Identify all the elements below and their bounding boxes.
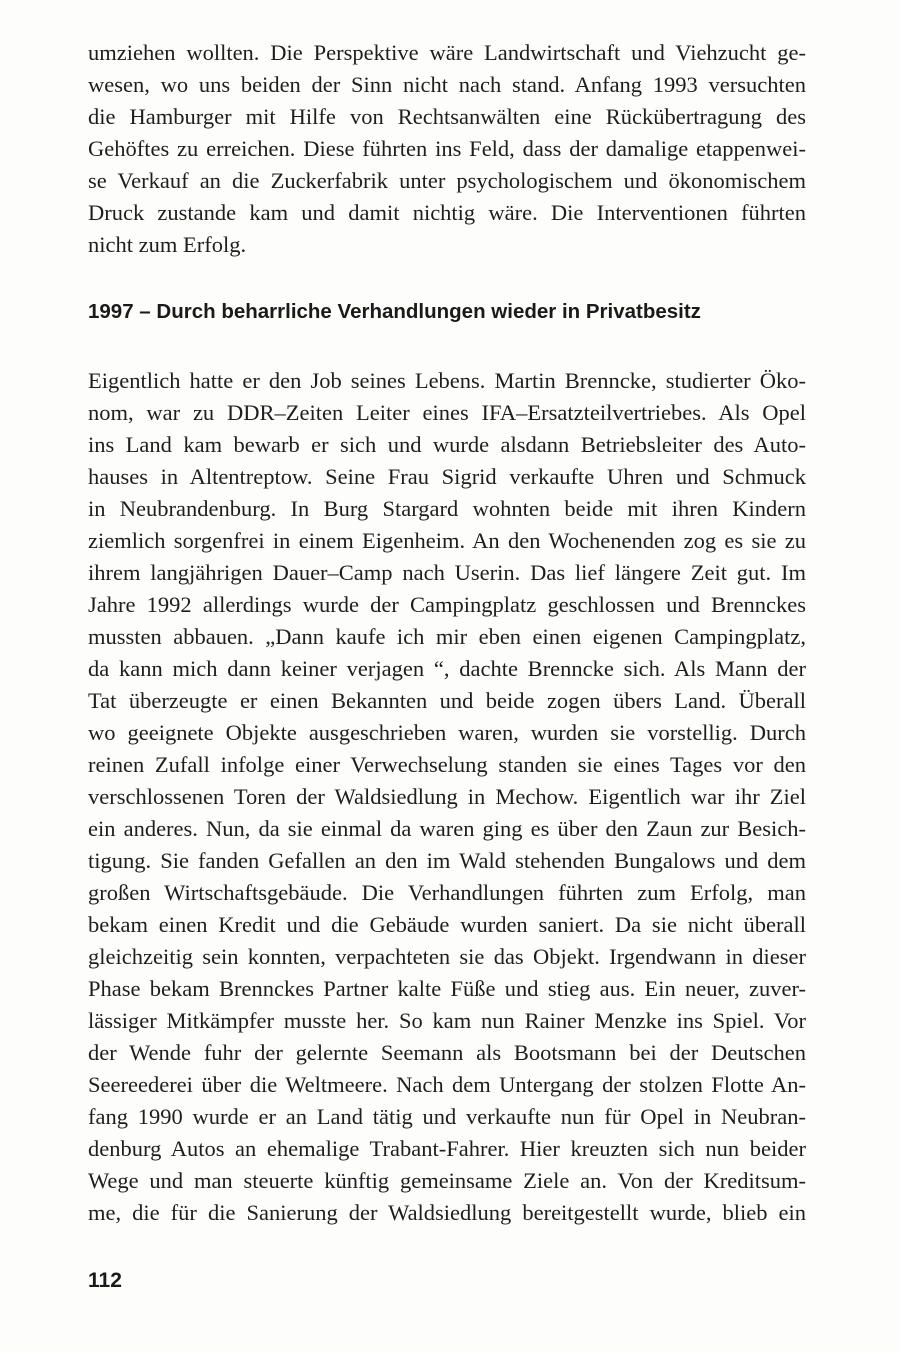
text-line: wesen, wo uns beiden der Sinn nicht nach stand. Anfang 1993 versuchten [88, 72, 806, 97]
text-line: hauses in Altentreptow. Seine Frau Sigrid verkaufte Uhren und Schmuck [88, 464, 806, 489]
section-heading: 1997 – Durch beharrliche Verhandlungen wieder in Privatbesitz [88, 300, 701, 323]
text-line: ein anderes. Nun, da sie einmal da waren ging es über den Zaun zur Besich- [88, 816, 806, 841]
text-line: ziemlich sorgenfrei in einem Eigenheim. An den Wochenenden zog es sie zu [88, 528, 806, 553]
text-line: verschlossenen Toren der Waldsiedlung in Mechow. Eigentlich war ihr Ziel [88, 784, 806, 809]
text-line: Tat überzeugte er einen Bekannten und beide zogen übers Land. Überall [88, 688, 806, 713]
text-line: da kann mich dann keiner verjagen “, dachte Brenncke sich. Als Mann der [88, 656, 806, 681]
text-line: reinen Zufall infolge einer Verwechselung standen sie eines Tages vor den [88, 752, 806, 777]
text-line: in Neubrandenburg. In Burg Stargard wohnten beide mit ihren Kindern [88, 496, 806, 521]
text-line: nom, war zu DDR–Zeiten Leiter eines IFA–Ersatzteilvertriebes. Als Opel [88, 400, 806, 425]
text-line: me, die für die Sanierung der Waldsiedlung bereitgestellt wurde, blieb ein [88, 1200, 806, 1225]
text-line: lässiger Mitkämpfer musste her. So kam nun Rainer Menzke ins Spiel. Vor [88, 1008, 806, 1033]
text-line: nicht zum Erfolg. [88, 232, 247, 257]
text-line: die Hamburger mit Hilfe von Rechtsanwälten eine Rückübertragung des [88, 104, 806, 129]
text-line: Gehöftes zu erreichen. Diese führten ins Feld, dass der damalige etappenwei- [88, 136, 806, 161]
text-line: Druck zustande kam und damit nichtig wäre. Die Interventionen führten [88, 200, 806, 225]
text-line: umziehen wollten. Die Perspektive wäre Landwirtschaft und Viehzucht ge- [88, 40, 806, 65]
text-line: Phase bekam Brennckes Partner kalte Füße und stieg aus. Ein neuer, zuver- [88, 976, 806, 1001]
text-line: ihrem langjährigen Dauer–Camp nach Userin. Das lief längere Zeit gut. Im [88, 560, 806, 585]
page-number: 112 [88, 1269, 122, 1292]
text-line: gleichzeitig sein konnten, verpachteten sie das Objekt. Irgendwann in dieser [88, 944, 806, 969]
text-line: bekam einen Kredit und die Gebäude wurden saniert. Da sie nicht überall [88, 912, 806, 937]
text-line: großen Wirtschaftsgebäude. Die Verhandlungen führten zum Erfolg, man [88, 880, 806, 905]
text-line: denburg Autos an ehemalige Trabant-Fahrer. Hier kreuzten sich nun beider [88, 1136, 806, 1161]
text-line: wo geeignete Objekte ausgeschrieben waren, wurden sie vorstellig. Durch [88, 720, 806, 745]
text-line: Eigentlich hatte er den Job seines Lebens. Martin Brenncke, studierter Öko- [88, 368, 806, 393]
text-line: Jahre 1992 allerdings wurde der Campingplatz geschlossen und Brennckes [88, 592, 806, 617]
text-line: Wege und man steuerte künftig gemeinsame Ziele an. Von der Kreditsum- [88, 1168, 806, 1193]
text-line: Seereederei über die Weltmeere. Nach dem Untergang der stolzen Flotte An- [88, 1072, 806, 1097]
text-line: tigung. Sie fanden Gefallen an den im Wald stehenden Bungalows und dem [88, 848, 806, 873]
text-line: mussten abbauen. „Dann kaufe ich mir eben einen eigenen Campingplatz, [88, 624, 806, 649]
text-line: der Wende fuhr der gelernte Seemann als Bootsmann bei der Deutschen [88, 1040, 806, 1065]
text-line: se Verkauf an die Zuckerfabrik unter psychologischem und ökonomischem [88, 168, 806, 193]
text-line: ins Land kam bewarb er sich und wurde alsdann Betriebsleiter des Auto- [88, 432, 806, 457]
text-line: fang 1990 wurde er an Land tätig und verkaufte nun für Opel in Neubran- [88, 1104, 806, 1129]
